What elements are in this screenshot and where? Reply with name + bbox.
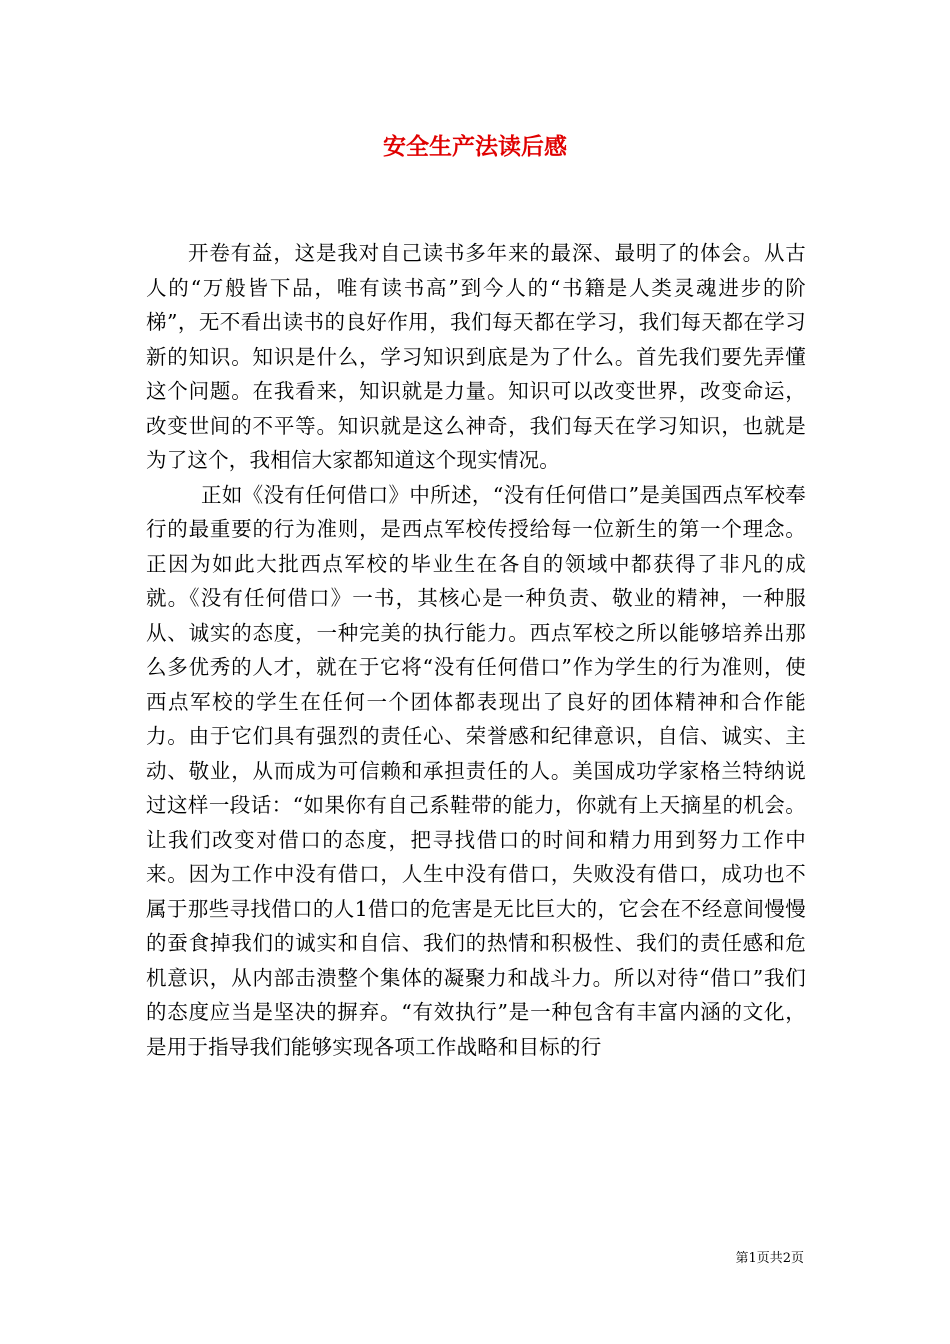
- document-title: 安全生产法读后感: [383, 133, 567, 160]
- page-number: 第1页共2页: [735, 1251, 804, 1266]
- paragraph-2: 正如《没有任何借口》中所述，“没有任何借口”是美国西点军校奉行的最重要的行为准则，是西点军校传授给每一位新生的第一个理念。正因为如此大批西点军校的毕业生在各自的领域中都获得了非凡的成就。《没有任何借口》一书，其核心是一种负责、敬业的精神，一种服从、诚实的态度，一种完美的执行能力。西点军校之所以能够培养出那么多优秀的人才，就在于它将“没有任何借口”作为学生的行为准则，使西点军校的学生在任何一个团体都表现出了良好的团体精神和合作能力。由于它们具有强烈的责任心、荣誉感和纪律意识，自信、诚实、主动、敬业，从而成为可信赖和承担责任的人。美国成功学家格兰特纳说过这样一段话：“如果你有自己系鞋带的能力，你就有上天摘星的机会。让我们改变对借口的态度，把寻找借口的时间和精力用到努力工作中来。因为工作中没有借口，人生中没有借口，失败没有借口，成功也不属于那些寻找借口的人1借口的危害是无比巨大的，它会在不经意间慢慢的蚕食掉我们的诚实和自信、我们的热情和积极性、我们的责任感和危机意识，从内部击溃整个集体的凝聚力和战斗力。所以对待“借口”我们的态度应当是坚决的摒弃。“有效执行”是一种包含有丰富内涵的文化，是用于指导我们能够实现各项工作战略和目标的行: [146, 482, 806, 1059]
- paragraph-1: 开卷有益，这是我对自己读书多年来的最深、最明了的体会。从古人的“万般皆下品，唯有读书高”到今人的“书籍是人类灵魂进步的阶梯”，无不看出读书的良好作用，我们每天都在学习，我们每天都在学习新的知识。知识是什么，学习知识到底是为了什么。首先我们要先弄懂这个问题。在我看来，知识就是力量。知识可以改变世界，改变命运，改变世间的不平等。知识就是这么神奇，我们每天在学习知识，也就是为了这个，我相信大家都知道这个现实情况。: [146, 241, 806, 472]
- document-body: [146, 236, 806, 1064]
